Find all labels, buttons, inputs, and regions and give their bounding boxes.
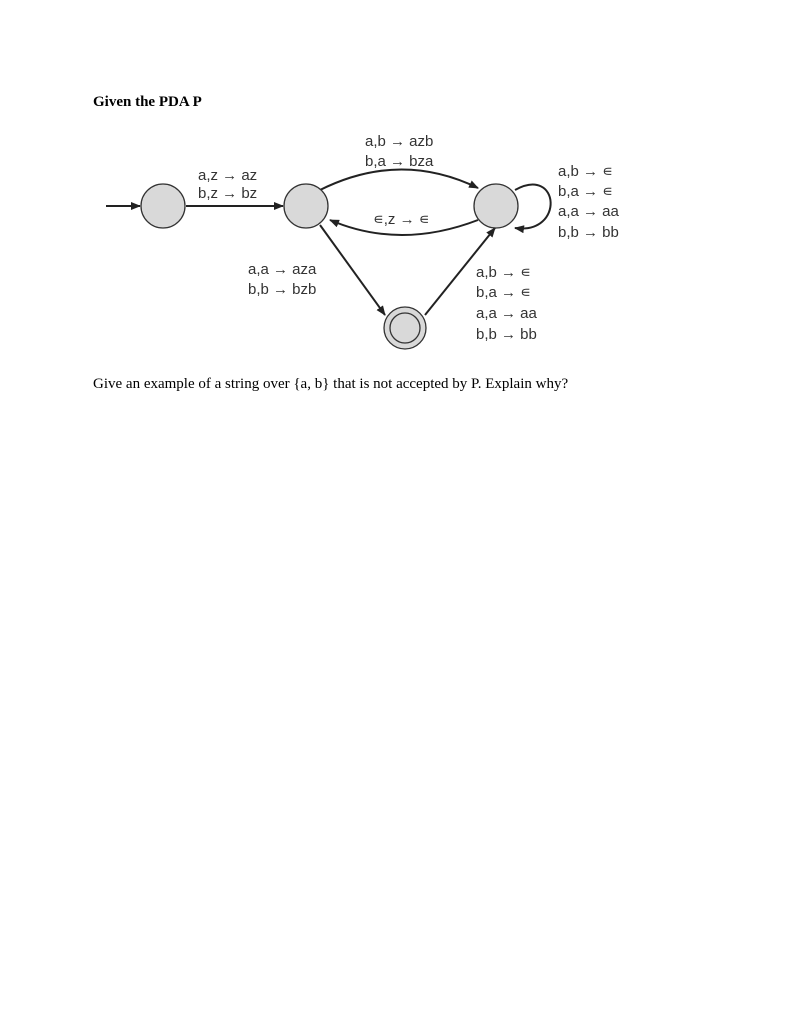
label-q2-loop-3: a,a → aa: [558, 203, 619, 220]
edge-q1-q3: [320, 225, 385, 315]
label-q1-q2-2: b,a → bza: [365, 153, 434, 170]
label-q3-q2-3: a,a → aa: [476, 305, 537, 322]
label-q1-q3-2: b,b → bzb: [248, 281, 317, 298]
label-q2-q1-1: ∊,z → ∊: [373, 211, 430, 228]
state-q1: [284, 184, 328, 228]
label-q3-q2-4: b,b → bb: [476, 326, 537, 343]
question: Give an example of a string over {a, b} that is not accepted by P. Explain why?: [93, 376, 569, 392]
label-q3-q2-1: a,b → ∊: [476, 264, 531, 281]
label-q0-q1-2: b,z → bz: [198, 185, 258, 202]
label-q1-q2-1: a,b → azb: [365, 133, 434, 150]
state-q3-inner: [390, 313, 420, 343]
label-q1-q3-1: a,a → aza: [248, 261, 317, 278]
label-q2-loop-2: b,a → ∊: [558, 183, 613, 200]
edge-q2-loop: [515, 185, 551, 229]
pda-diagram: [0, 0, 791, 370]
label-q3-q2-2: b,a → ∊: [476, 284, 531, 301]
heading: Given the PDA P: [93, 94, 202, 110]
state-q2: [474, 184, 518, 228]
label-q0-q1-1: a,z → az: [198, 167, 258, 184]
label-q2-loop-1: a,b → ∊: [558, 163, 613, 180]
label-q2-loop-4: b,b → bb: [558, 224, 619, 241]
state-q0: [141, 184, 185, 228]
edge-q1-q2: [320, 169, 478, 190]
